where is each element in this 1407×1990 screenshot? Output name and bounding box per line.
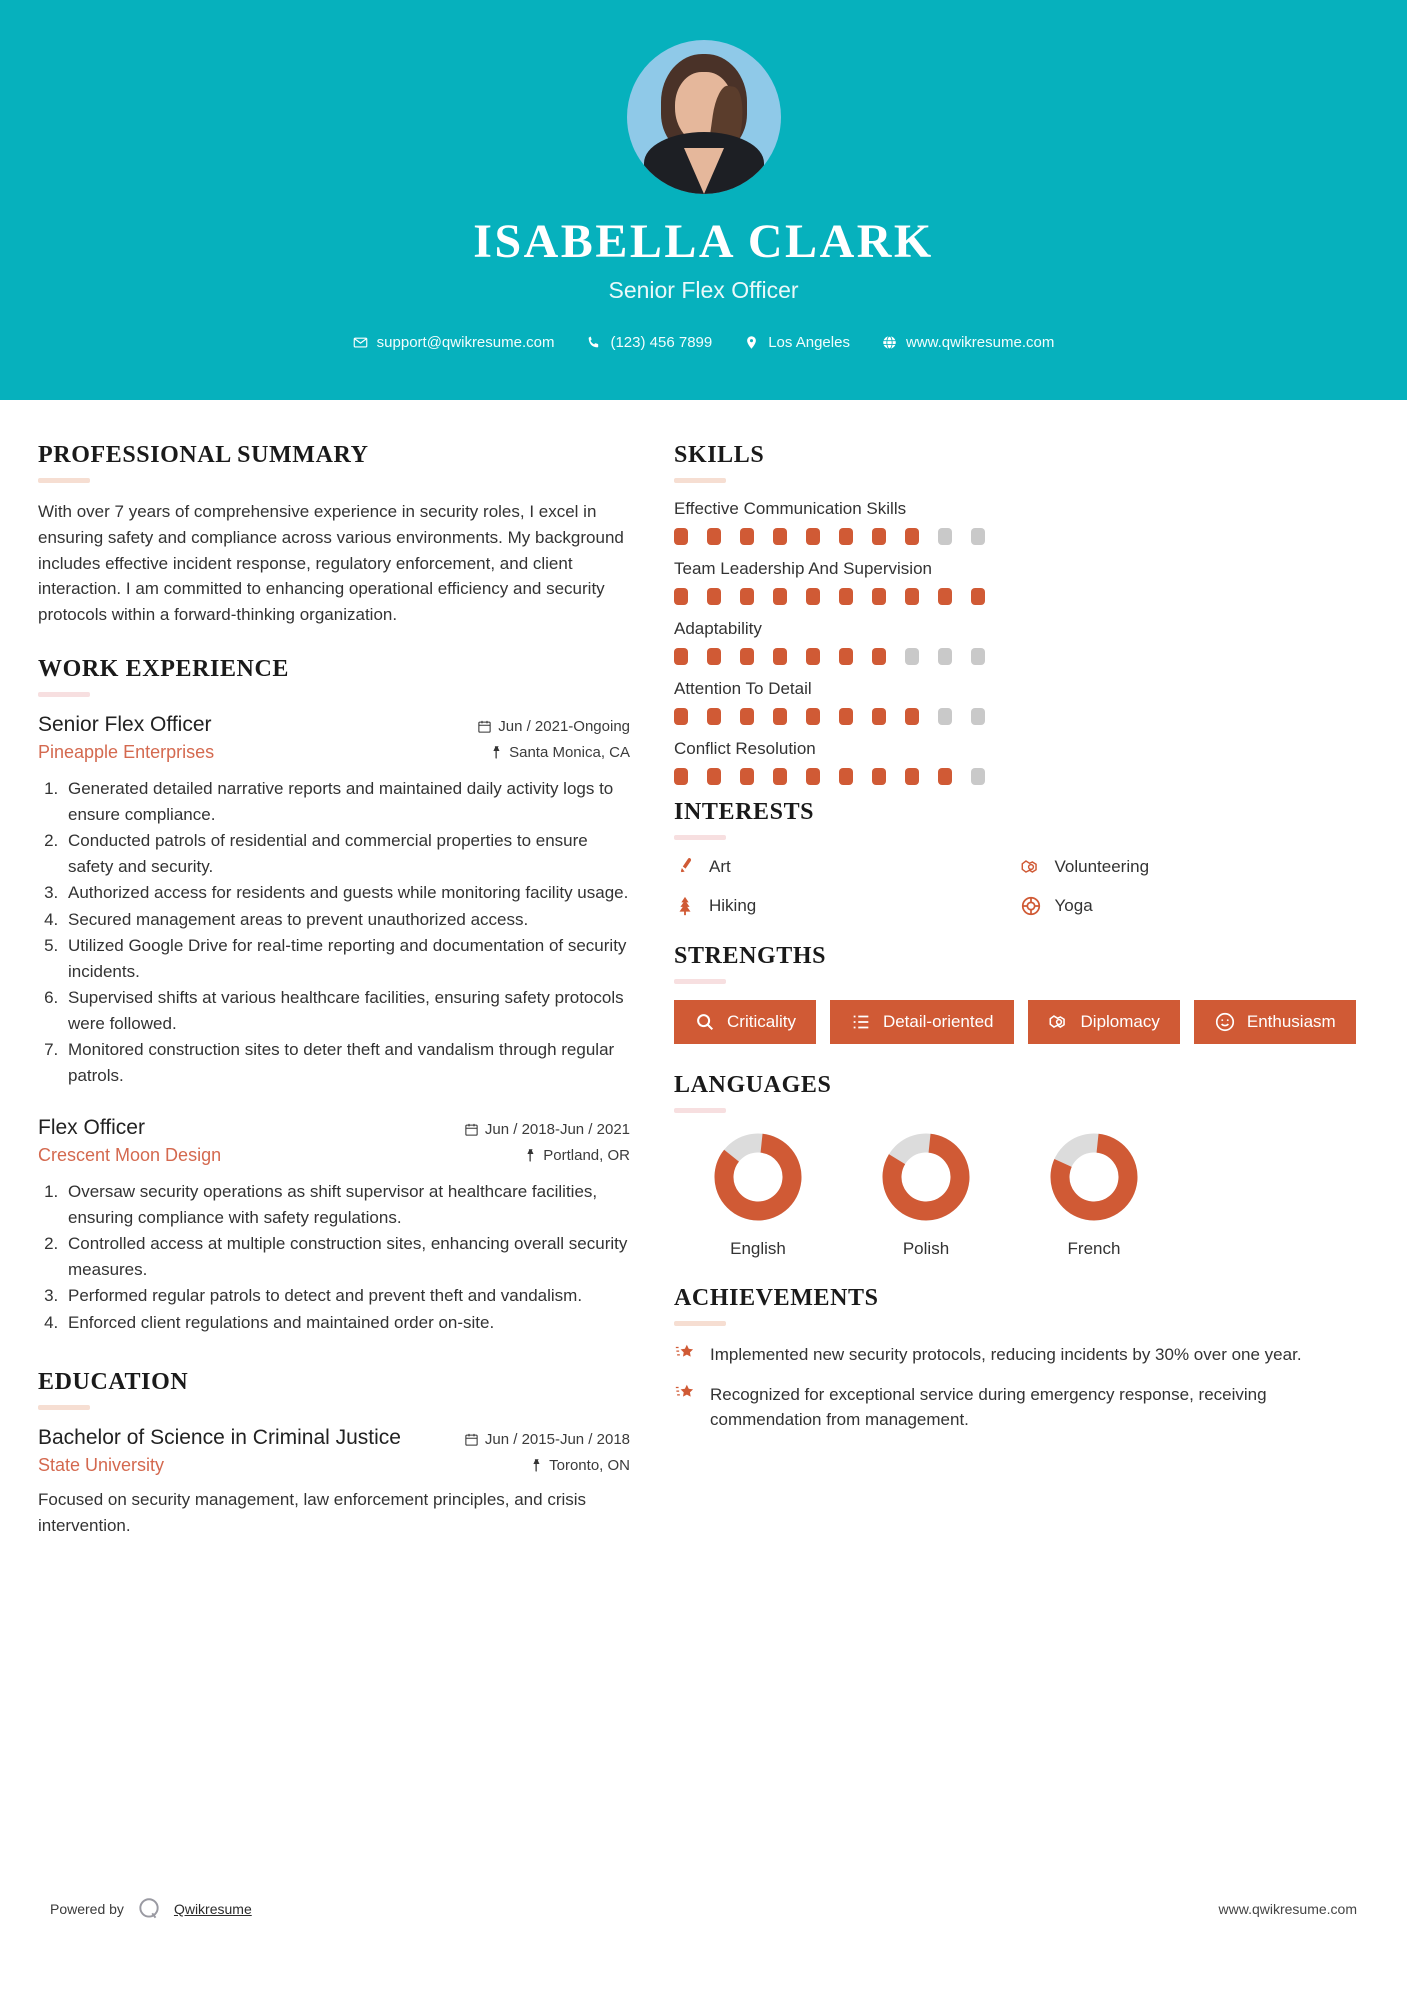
job-role-subtitle: Senior Flex Officer — [608, 276, 799, 303]
strength-detail-oriented[interactable] — [830, 1000, 1014, 1044]
section-title-achievements: ACHIEVEMENTS — [674, 1285, 879, 1311]
language-label: Polish — [902, 1239, 950, 1258]
list-item: 3. Authorized access for residents and guests while monitoring facility usage. — [63, 880, 630, 906]
powered-by-label: Powered by — [50, 1901, 124, 1917]
rating-dot-filled — [773, 528, 787, 545]
interest-label: Art — [709, 857, 731, 876]
rating-dot-empty — [938, 708, 952, 725]
rating-dot-empty — [938, 648, 952, 665]
education-location: Toronto, ON — [549, 1457, 630, 1475]
rating-dot-filled — [806, 528, 820, 545]
list-item: 2. Conducted patrols of residential and commercial properties to ensure safety and security. — [63, 828, 630, 879]
job-title: Senior Flex Officer — [38, 713, 212, 737]
rating-dot-filled — [839, 708, 853, 725]
rating-dot-filled — [707, 528, 721, 545]
section-languages — [674, 1072, 1365, 1259]
rating-dot-filled — [872, 528, 886, 545]
section-strengths — [674, 943, 1365, 1044]
job-location: Portland, OR — [543, 1147, 630, 1165]
achievement-text: Implemented new security protocols, reducing incidents by 30% over one year. — [710, 1345, 1302, 1364]
rating-dot-filled — [773, 588, 787, 605]
rating-dot-filled — [806, 588, 820, 605]
section-rule — [674, 478, 726, 483]
phone-icon — [586, 335, 601, 350]
calendar-icon — [477, 719, 492, 734]
section-rule — [674, 979, 726, 984]
rating-dot-filled — [740, 768, 754, 785]
rating-dot-filled — [674, 528, 688, 545]
list-item: 2. Controlled access at multiple construction sites, enhancing overall security measures. — [63, 1231, 630, 1282]
rating-dot-filled — [806, 708, 820, 725]
resume-body — [0, 400, 1407, 1538]
list-item: 4. Enforced client regulations and maintained order on-site. — [63, 1310, 630, 1336]
q-logo-icon — [136, 1896, 162, 1922]
section-title-skills: SKILLS — [674, 442, 765, 468]
rating-dot-filled — [740, 588, 754, 605]
list-item: 7. Monitored construction sites to deter theft and vandalism through regular patrols. — [63, 1037, 630, 1088]
map-pin-icon — [488, 745, 503, 760]
section-rule — [38, 1405, 90, 1410]
section-title-summary: PROFESSIONAL SUMMARY — [38, 442, 369, 468]
section-work-experience — [38, 656, 630, 1335]
skill-rating — [674, 648, 1365, 665]
rating-dot-filled — [707, 588, 721, 605]
job-title: Flex Officer — [38, 1116, 145, 1140]
skill-item — [674, 679, 1365, 725]
language-item — [674, 1129, 842, 1259]
location-pin-icon — [744, 335, 759, 350]
language-donut-chart — [710, 1129, 806, 1225]
section-skills — [674, 442, 1365, 785]
section-interests — [674, 799, 1365, 917]
skill-rating — [674, 588, 1365, 605]
job-meta — [464, 1116, 630, 1164]
strength-criticality[interactable] — [674, 1000, 816, 1044]
contact-location-text: Los Angeles — [768, 333, 850, 351]
language-donut-chart — [1046, 1129, 1142, 1225]
page-title: ISABELLA CLARK — [473, 215, 934, 268]
magnifier-icon — [694, 1011, 716, 1033]
star-badge-icon — [674, 1342, 696, 1364]
rating-dot-filled — [905, 768, 919, 785]
rating-dot-empty — [905, 648, 919, 665]
contact-website-text: www.qwikresume.com — [905, 333, 1055, 351]
left-column — [38, 442, 630, 1538]
strengths-list — [674, 1000, 1365, 1044]
rating-dot-filled — [905, 528, 919, 545]
skill-item — [674, 739, 1365, 785]
achievement-item — [674, 1342, 1365, 1368]
rating-dot-filled — [740, 528, 754, 545]
language-label: French — [1067, 1239, 1121, 1258]
rating-dot-filled — [740, 648, 754, 665]
rating-dot-filled — [674, 648, 688, 665]
job-meta — [477, 713, 630, 761]
contact-website[interactable] — [882, 334, 1054, 351]
strength-label: Criticality — [727, 1012, 796, 1031]
strength-enthusiasm[interactable] — [1194, 1000, 1356, 1044]
education-degree: Bachelor of Science in Criminal Justice — [38, 1426, 401, 1450]
skill-rating — [674, 768, 1365, 785]
skill-name: Attention To Detail — [674, 679, 812, 698]
achievement-item — [674, 1382, 1365, 1433]
section-rule — [38, 478, 90, 483]
handshake-icon — [1048, 1011, 1070, 1033]
map-pin-icon — [522, 1148, 537, 1163]
education-description: Focused on security management, law enforcement principles, and crisis intervention. — [38, 1490, 587, 1535]
rating-dot-filled — [872, 648, 886, 665]
language-donut-chart — [878, 1129, 974, 1225]
job-location: Santa Monica, CA — [509, 744, 630, 762]
skill-item — [674, 499, 1365, 545]
life-ring-icon — [1020, 895, 1042, 917]
interest-art — [674, 856, 1020, 878]
section-rule — [674, 835, 726, 840]
section-education — [38, 1369, 630, 1538]
job-entry — [38, 1116, 630, 1335]
rating-dot-filled — [806, 768, 820, 785]
rating-dot-filled — [872, 768, 886, 785]
skill-name: Adaptability — [674, 619, 762, 638]
rating-dot-filled — [839, 768, 853, 785]
rating-dot-filled — [938, 588, 952, 605]
strength-label: Enthusiasm — [1246, 1012, 1336, 1031]
section-title-interests: INTERESTS — [674, 799, 815, 825]
section-title-strengths: STRENGTHS — [674, 943, 827, 969]
section-title-work: WORK EXPERIENCE — [38, 656, 290, 683]
globe-icon — [882, 335, 897, 350]
right-column — [674, 442, 1365, 1538]
job-company: Crescent Moon Design — [38, 1145, 222, 1166]
education-meta — [464, 1426, 630, 1474]
rating-dot-filled — [773, 768, 787, 785]
powered-by-block — [50, 1896, 252, 1922]
contact-location — [744, 334, 850, 351]
footer-url[interactable]: www.qwikresume.com — [1218, 1901, 1357, 1917]
list-icon — [850, 1011, 872, 1033]
list-item: 1. Oversaw security operations as shift supervisor at healthcare facilities, ensuring compliance with safety regulations. — [63, 1179, 630, 1230]
rating-dot-filled — [971, 588, 985, 605]
rating-dot-filled — [872, 588, 886, 605]
calendar-icon — [464, 1432, 479, 1447]
brand-link[interactable]: Qwikresume — [173, 1901, 252, 1917]
rating-dot-empty — [971, 708, 985, 725]
rating-dot-filled — [707, 648, 721, 665]
job-company: Pineapple Enterprises — [38, 742, 215, 763]
rating-dot-filled — [674, 708, 688, 725]
languages-chart-group — [674, 1129, 1365, 1259]
section-title-languages: LANGUAGES — [674, 1072, 832, 1098]
pine-tree-icon — [674, 895, 696, 917]
rating-dot-filled — [806, 648, 820, 665]
interest-volunteering — [1020, 856, 1366, 878]
rating-dot-filled — [773, 648, 787, 665]
rating-dot-filled — [938, 768, 952, 785]
achievement-text: Recognized for exceptional service during emergency response, receiving commendation from management. — [710, 1384, 1267, 1429]
summary-text: With over 7 years of comprehensive experience in security roles, I excel in ensuring safety and compliance across various environments. My background includes effective incident response, regulatory enforcement, and client interaction. I am committed to enhancing operational efficiency and security protocols within a forward-thinking organization. — [38, 502, 624, 625]
map-pin-icon — [528, 1458, 543, 1473]
contact-bar — [353, 334, 1055, 351]
resume-header — [0, 0, 1407, 400]
rating-dot-empty — [971, 648, 985, 665]
interests-grid — [674, 856, 1365, 917]
strength-diplomacy[interactable] — [1028, 1000, 1180, 1044]
rating-dot-filled — [872, 708, 886, 725]
skill-name: Effective Communication Skills — [674, 499, 907, 518]
section-rule — [38, 692, 90, 697]
job-duties-list — [63, 776, 630, 1088]
section-rule — [674, 1321, 726, 1326]
contact-phone[interactable] — [586, 334, 712, 351]
education-school: State University — [38, 1455, 165, 1476]
rating-dot-filled — [839, 588, 853, 605]
rating-dot-filled — [674, 588, 688, 605]
rating-dot-filled — [905, 708, 919, 725]
section-achievements — [674, 1285, 1365, 1433]
contact-phone-text: (123) 456 7899 — [610, 333, 713, 351]
section-title-education: EDUCATION — [38, 1369, 189, 1396]
skill-name: Team Leadership And Supervision — [674, 559, 932, 578]
interest-label: Volunteering — [1054, 857, 1150, 876]
skill-item — [674, 619, 1365, 665]
avatar — [627, 40, 781, 194]
paintbrush-icon — [674, 856, 696, 878]
rating-dot-filled — [839, 648, 853, 665]
rating-dot-filled — [773, 708, 787, 725]
interest-label: Yoga — [1054, 896, 1093, 915]
rating-dot-filled — [674, 768, 688, 785]
rating-dot-filled — [740, 708, 754, 725]
language-label: English — [730, 1239, 786, 1258]
contact-email[interactable] — [353, 334, 555, 351]
list-item: 3. Performed regular patrols to detect and prevent theft and vandalism. — [63, 1283, 630, 1309]
rating-dot-filled — [839, 528, 853, 545]
rating-dot-filled — [707, 708, 721, 725]
list-item: 4. Secured management areas to prevent unauthorized access. — [63, 907, 630, 933]
interest-label: Hiking — [709, 896, 757, 915]
rating-dot-empty — [971, 528, 985, 545]
rating-dot-filled — [905, 588, 919, 605]
strength-label: Detail-oriented — [882, 1012, 994, 1031]
list-item: 6. Supervised shifts at various healthcare facilities, ensuring safety protocols were followed. — [63, 985, 630, 1036]
interest-hiking — [674, 895, 1020, 917]
list-item: 5. Utilized Google Drive for real-time reporting and documentation of security incidents. — [63, 933, 630, 984]
section-professional-summary — [38, 442, 630, 628]
job-duties-list — [63, 1179, 630, 1335]
calendar-icon — [464, 1122, 479, 1137]
job-entry — [38, 713, 630, 1088]
rating-dot-filled — [707, 768, 721, 785]
envelope-icon — [353, 335, 368, 350]
list-item: 1. Generated detailed narrative reports and maintained daily activity logs to ensure compliance. — [63, 776, 630, 827]
interest-yoga — [1020, 895, 1366, 917]
skill-rating — [674, 528, 1365, 545]
strength-label: Diplomacy — [1080, 1012, 1160, 1031]
handshake-icon — [1020, 856, 1042, 878]
skill-item — [674, 559, 1365, 605]
education-dates: Jun / 2015-Jun / 2018 — [484, 1431, 630, 1449]
section-rule — [674, 1108, 726, 1113]
job-dates: Jun / 2021-Ongoing — [498, 718, 630, 736]
star-badge-icon — [674, 1382, 696, 1404]
skill-rating — [674, 708, 1365, 725]
smiley-icon — [1214, 1011, 1236, 1033]
rating-dot-empty — [938, 528, 952, 545]
contact-email-text: support@qwikresume.com — [376, 333, 555, 351]
page-footer — [0, 1896, 1407, 1922]
skill-name: Conflict Resolution — [674, 739, 816, 758]
language-item — [1010, 1129, 1178, 1259]
language-item — [842, 1129, 1010, 1259]
rating-dot-empty — [971, 768, 985, 785]
job-dates: Jun / 2018-Jun / 2021 — [484, 1121, 630, 1139]
